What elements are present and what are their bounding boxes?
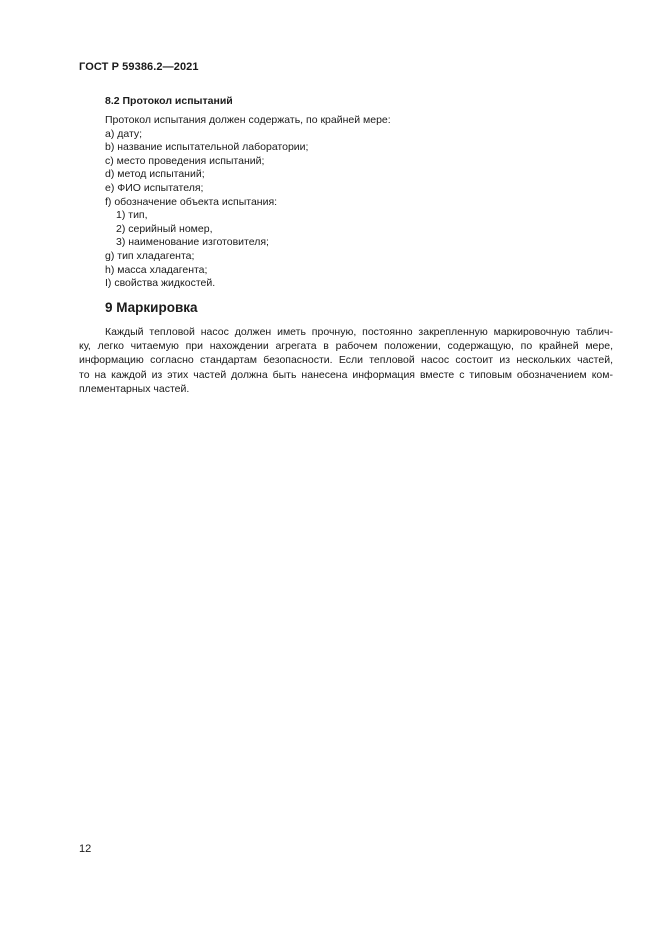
list-item: g) тип хладагента; bbox=[105, 249, 195, 262]
list-item: h) масса хладагента; bbox=[105, 263, 208, 276]
protocol-contents-list bbox=[105, 114, 391, 291]
paragraph-line: то на каждой из этих частей должна быть нанесена информация вместе с типовым обозначением ком- bbox=[79, 368, 613, 381]
list-item: b) название испытательной лаборатории; bbox=[105, 141, 309, 154]
list-item: e) ФИО испытателя; bbox=[105, 181, 204, 194]
list-item: c) место проведения испытаний; bbox=[105, 154, 265, 167]
paragraph-line: плементарных частей. bbox=[79, 382, 190, 395]
section-heading-8-2: 8.2 Протокол испытаний bbox=[105, 95, 233, 107]
list-item: d) метод испытаний; bbox=[105, 168, 205, 181]
paragraph-line: Каждый тепловой насос должен иметь прочную, постоянно закрепленную маркировочную таблич- bbox=[105, 326, 613, 338]
list-item: f) обозначение объекта испытания: bbox=[105, 195, 278, 208]
document-header-code: ГОСТ Р 59386.2—2021 bbox=[79, 61, 199, 73]
sub-list-item: 3) наименование изготовителя; bbox=[116, 236, 269, 249]
list-item: а) дату; bbox=[105, 127, 143, 140]
paragraph-line: ку, легко читаемую при нахождении агрегата в рабочем положении, содержащую, по крайней мере, bbox=[79, 340, 613, 353]
sub-list-item: 1) тип, bbox=[116, 209, 148, 222]
page-number: 12 bbox=[79, 843, 92, 855]
protocol-intro: Протокол испытания должен содержать, по крайней мере: bbox=[105, 114, 391, 126]
marking-paragraph bbox=[79, 325, 613, 396]
section-heading-9: 9 Маркировка bbox=[105, 300, 198, 315]
list-item: I) свойства жидкостей. bbox=[105, 277, 216, 290]
sub-list-item: 2) серийный номер, bbox=[116, 222, 213, 235]
paragraph-line: информацию согласно стандартам безопасности. Если тепловой насос состоит из нескольких частей, bbox=[79, 354, 613, 367]
